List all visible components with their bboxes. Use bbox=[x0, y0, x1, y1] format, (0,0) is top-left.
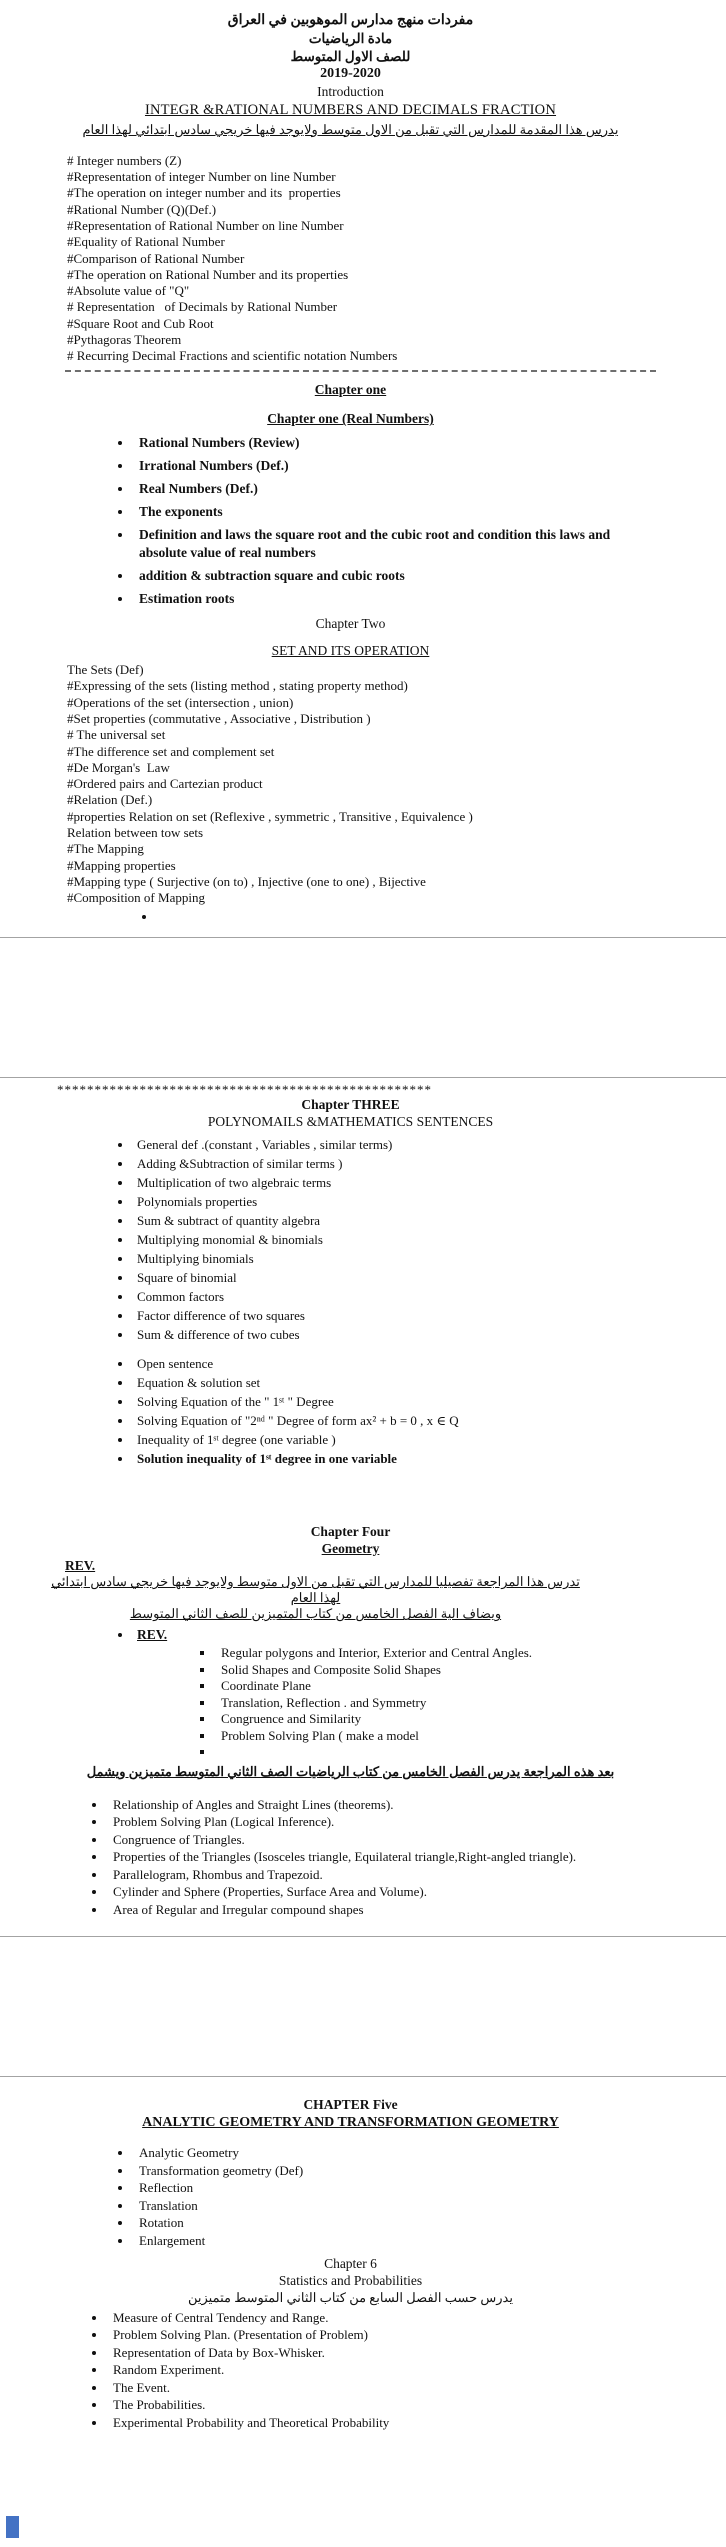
asterisk-divider: ************************************************** bbox=[57, 1082, 432, 1097]
chapter-three-label: Chapter THREE bbox=[301, 1097, 400, 1112]
list-item: • Random Experiment. bbox=[107, 2362, 656, 2377]
set-topic: #The Mapping bbox=[67, 841, 144, 857]
list-item: • The Probabilities. bbox=[107, 2397, 656, 2412]
trailing-empty-bullet bbox=[45, 910, 656, 924]
intro-topic: #The operation on Rational Number and its properties bbox=[67, 266, 349, 282]
rev-bullet-list bbox=[45, 1626, 656, 1761]
set-topic: #Mapping properties bbox=[67, 857, 176, 873]
list-item: • The Event. bbox=[107, 2380, 656, 2395]
list-item: ▪ Problem Solving Plan ( make a model bbox=[215, 1728, 656, 1745]
intro-note-arabic: يدرس هذا المقدمة للمدارس التي تقبل من الاول متوسط ولايوجد فيها خريجي سادس ابتدائي لهذا العام bbox=[82, 121, 619, 137]
intro-topic: # Representation of Decimals by Rational Number bbox=[67, 299, 338, 315]
set-topic: #Set properties (commutative , Associative , Distribution ) bbox=[67, 711, 371, 726]
chapter-four-label: Chapter Four bbox=[310, 1523, 391, 1539]
chapter-one-bullet-list bbox=[45, 434, 656, 608]
list-item: • Multiplying binomials bbox=[133, 1251, 656, 1266]
set-topic: #Ordered pairs and Cartezian product bbox=[67, 776, 263, 792]
list-item: • Square of binomial bbox=[133, 1270, 656, 1285]
list-item: • Enlargement bbox=[133, 2233, 656, 2248]
list-item: • Transformation geometry (Def) bbox=[133, 2163, 656, 2178]
list-item: • Analytic Geometry bbox=[133, 2145, 656, 2160]
page-break-1 bbox=[0, 937, 726, 1078]
list-item: • Equation & solution set bbox=[133, 1375, 656, 1390]
list-item: • Estimation roots bbox=[133, 590, 656, 608]
list-item: ▪ Congruence and Similarity bbox=[215, 1711, 656, 1728]
list-item: • Congruence of Triangles. bbox=[107, 1832, 618, 1847]
list-item bbox=[157, 910, 656, 924]
chapter-five-heading: ANALYTIC GEOMETRY AND TRANSFORMATION GEOMETRY bbox=[142, 2114, 559, 2130]
blue-corner-artifact bbox=[6, 2516, 19, 2538]
intro-topic: #Equality of Rational Number bbox=[67, 234, 225, 250]
chapter-two-label: Chapter Two bbox=[315, 616, 386, 632]
intro-label: Introduction bbox=[317, 84, 384, 100]
list-item: • Adding &Subtraction of similar terms ) bbox=[133, 1156, 656, 1171]
list-item: • Parallelogram, Rhombus and Trapezoid. bbox=[107, 1867, 618, 1882]
set-topic: #The difference set and complement set bbox=[67, 743, 275, 759]
chapter-one-subheading: Chapter one (Real Numbers) bbox=[267, 411, 434, 427]
unit-title: INTEGR &RATIONAL NUMBERS AND DECIMALS FRACTION bbox=[144, 102, 557, 119]
rev-bullet-label: REV. bbox=[137, 1627, 168, 1643]
rev-sub-list bbox=[137, 1645, 656, 1761]
list-item: • Properties of the Triangles (Isosceles triangle, Equilateral triangle,Right-angled triangle). bbox=[107, 1849, 618, 1864]
list-item: ▪ Regular polygons and Interior, Exterior and Central Angles. bbox=[215, 1645, 656, 1662]
document-page-3 bbox=[0, 2077, 726, 2547]
list-item: • Solving Equation of the " 1ˢᵗ " Degree bbox=[133, 1394, 656, 1409]
document-page-1 bbox=[0, 0, 726, 937]
list-item: • Rotation bbox=[133, 2215, 656, 2230]
list-item: • Solution inequality of 1ˢᵗ degree in one variable bbox=[133, 1451, 656, 1466]
rev-label: REV. bbox=[65, 1557, 96, 1573]
set-topic: The Sets (Def) bbox=[67, 662, 144, 678]
rev-bullet bbox=[133, 1626, 656, 1761]
list-item: • Open sentence bbox=[133, 1356, 656, 1371]
list-item: • General def .(constant , Variables , similar terms) bbox=[133, 1137, 656, 1152]
equations-bullet-list bbox=[45, 1356, 656, 1466]
list-item: • Relationship of Angles and Straight Lines (theorems). bbox=[107, 1797, 618, 1812]
list-item: • Multiplication of two algebraic terms bbox=[133, 1175, 656, 1190]
intro-topic: #Pythagoras Theorem bbox=[67, 332, 182, 348]
intro-topic: #Square Root and Cub Root bbox=[67, 315, 214, 331]
chapter-six-label: Chapter 6 bbox=[324, 2255, 377, 2271]
list-item: • Sum & subtract of quantity algebra bbox=[133, 1213, 656, 1228]
list-item: • The exponents bbox=[133, 503, 656, 521]
chapter-four-heading: Geometry bbox=[321, 1540, 380, 1556]
statistics-bullet-list bbox=[45, 2310, 656, 2430]
intro-topic: # Integer numbers (Z) bbox=[67, 152, 182, 168]
list-item: ▪ Translation, Reflection . and Symmetry bbox=[215, 1695, 656, 1712]
list-item: • Sum & difference of two cubes bbox=[133, 1327, 656, 1342]
intro-topic: #Representation of integer Number on line Number bbox=[67, 169, 336, 185]
statistics-note-arabic: يدرس حسب الفصل السابع من كتاب الثاني المتوسط متميزين bbox=[188, 2289, 513, 2305]
list-item: • Cylinder and Sphere (Properties, Surface Area and Volume). bbox=[107, 1884, 618, 1899]
page-break-2 bbox=[0, 1936, 726, 2077]
intro-topic: #Comparison of Rational Number bbox=[67, 250, 245, 266]
chapter-five-label: CHAPTER Five bbox=[303, 2097, 398, 2112]
list-item bbox=[215, 1744, 656, 1761]
set-topic: Relation between tow sets bbox=[67, 825, 204, 841]
list-item: • Solving Equation of "2ⁿᵈ " Degree of form ax² + b = 0 , x ∈ Q bbox=[133, 1413, 656, 1428]
list-item: • Problem Solving Plan. (Presentation of Problem) bbox=[107, 2327, 656, 2342]
set-topic: # The universal set bbox=[67, 727, 166, 743]
list-item: • Problem Solving Plan (Logical Inference). bbox=[107, 1814, 618, 1829]
analytic-geometry-bullet-list bbox=[45, 2145, 656, 2248]
set-topic: #Composition of Mapping bbox=[67, 890, 205, 906]
list-item: ▪ Coordinate Plane bbox=[215, 1678, 656, 1695]
list-item: • Representation of Data by Box-Whisker. bbox=[107, 2345, 656, 2360]
geometry-bullet-list bbox=[45, 1797, 656, 1917]
doc-subject-arabic: مادة الرياضيات bbox=[308, 31, 393, 47]
intro-topic: #Rational Number (Q)(Def.) bbox=[67, 201, 217, 217]
chapter-six-heading: Statistics and Probabilities bbox=[278, 2272, 423, 2288]
list-item: • Factor difference of two squares bbox=[133, 1308, 656, 1323]
list-item: • Translation bbox=[133, 2198, 656, 2213]
list-item: • Measure of Central Tendency and Range. bbox=[107, 2310, 656, 2325]
geometry-note-arabic-2: ويضاف الية الفصل الخامس من كتاب المتميزين للصف الثاني المتوسط bbox=[129, 1606, 502, 1622]
list-item: • Polynomials properties bbox=[133, 1194, 656, 1209]
intro-topic: #The operation on integer number and its properties bbox=[67, 185, 341, 201]
geometry-after-note-arabic: بعد هذه المراجعة يدرس الفصل الخامس من كتاب الرياضيات الصف الثاني المتوسط متميزين ويشمل bbox=[86, 1763, 615, 1779]
set-topic: #Mapping type ( Surjective (on to) , Injective (one to one) , Bijective bbox=[67, 873, 426, 889]
chapter-one-heading: Chapter one bbox=[314, 381, 387, 397]
list-item: • Common factors bbox=[133, 1289, 656, 1304]
polynomials-bullet-list bbox=[45, 1137, 656, 1342]
list-item: • addition & subtraction square and cubic roots bbox=[133, 567, 656, 585]
list-item: • Definition and laws the square root and the cubic root and condition this laws and absolute value of real numbers bbox=[133, 526, 656, 562]
intro-topic: # Recurring Decimal Fractions and scientific notation Numbers bbox=[67, 348, 398, 364]
list-item: • Multiplying monomial & binomials bbox=[133, 1232, 656, 1247]
intro-topic: #Absolute value of "Q" bbox=[67, 283, 190, 299]
geometry-note-arabic-1: تدرس هذا المراجعة تفصيليا للمدارس التي تقبل من الاول متوسط ولايوجد فيها خريجي سادس ابتدائي لهذا العام bbox=[51, 1574, 580, 1606]
set-topic: #Operations of the set (intersection , union) bbox=[67, 694, 294, 710]
list-item: ▪ Solid Shapes and Composite Solid Shapes bbox=[215, 1662, 656, 1679]
set-topic: #Relation (Def.) bbox=[67, 792, 153, 808]
set-topic: #Expressing of the sets (listing method , stating property method) bbox=[67, 678, 408, 694]
chapter-three-heading: POLYNOMAILS &MATHEMATICS SENTENCES bbox=[207, 1113, 494, 1129]
intro-topic: #Representation of Rational Number on line Number bbox=[67, 217, 344, 233]
list-item: • Reflection bbox=[133, 2180, 656, 2195]
doc-year: 2019-2020 bbox=[320, 66, 381, 82]
intro-topic-list bbox=[67, 153, 656, 365]
list-item: • Real Numbers (Def.) bbox=[133, 480, 656, 498]
list-item: • Irrational Numbers (Def.) bbox=[133, 457, 656, 475]
list-item: • Area of Regular and Irregular compound shapes bbox=[107, 1902, 618, 1917]
set-topic: #De Morgan's Law bbox=[67, 759, 170, 775]
set-topic-list bbox=[67, 662, 656, 906]
doc-grade-arabic: للصف الاول المتوسط bbox=[290, 48, 411, 64]
doc-title-arabic: مفردات منهج مدارس الموهوبين في العراق bbox=[227, 13, 474, 28]
list-item: • Experimental Probability and Theoretical Probability bbox=[107, 2415, 656, 2430]
list-item: • Rational Numbers (Review) bbox=[133, 434, 656, 452]
dashed-divider bbox=[65, 370, 656, 372]
list-item: • Inequality of 1ˢᵗ degree (one variable ) bbox=[133, 1432, 656, 1447]
set-topic: #properties Relation on set (Reflexive , symmetric , Transitive , Equivalence ) bbox=[67, 808, 473, 824]
chapter-two-heading: SET AND ITS OPERATION bbox=[271, 643, 430, 659]
document-page-2 bbox=[0, 1078, 726, 1936]
